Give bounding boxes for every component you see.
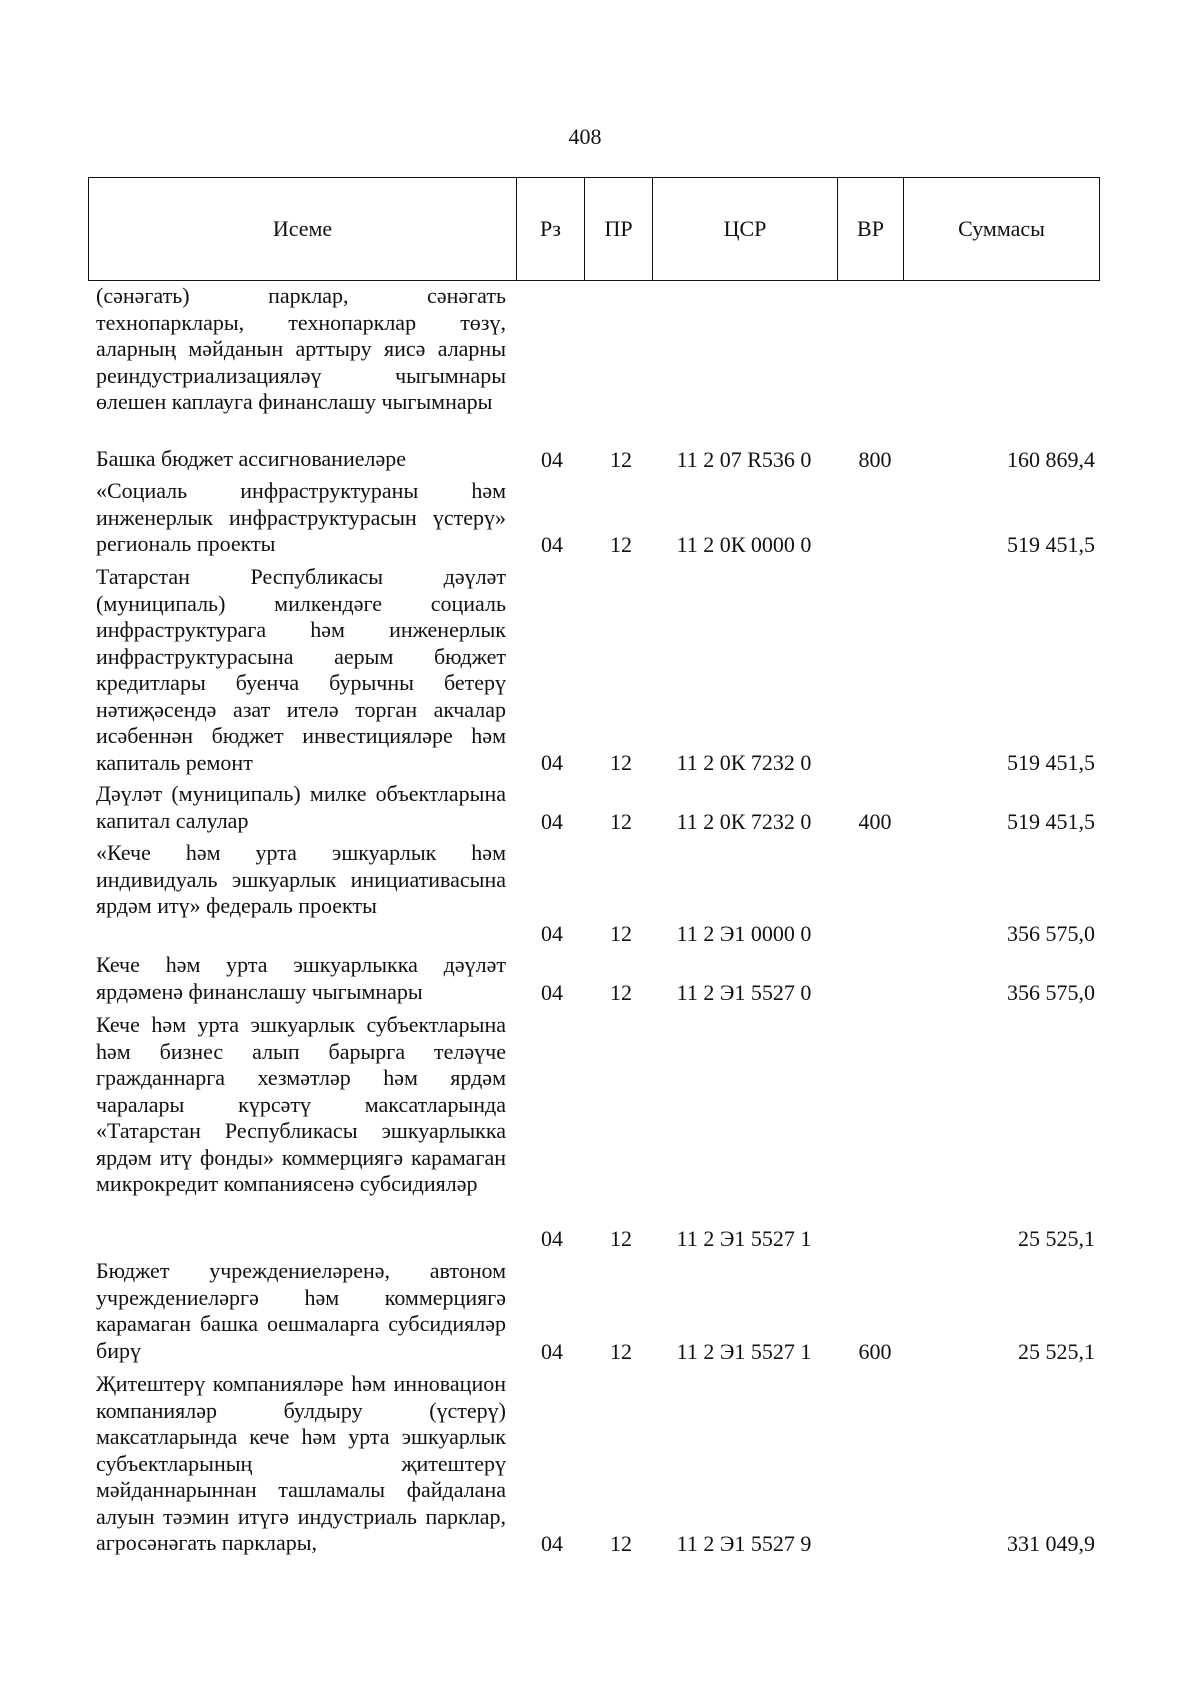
row-pr: 12 bbox=[610, 1530, 632, 1556]
row-rz: 04 bbox=[541, 1530, 563, 1556]
header-pr: ПР bbox=[585, 178, 653, 280]
row-pr: 12 bbox=[610, 749, 632, 775]
row-csr: 11 2 0К 7232 0 bbox=[676, 749, 812, 775]
row-name: Бюджет учреждениеләренә, автоном учреждениеләргә һәм коммерциягә карамаган башка оешмаларга субсидияләр бирү bbox=[96, 1258, 506, 1363]
table-row bbox=[0, 1258, 1200, 1365]
row-pr: 12 bbox=[610, 920, 632, 946]
row-csr: 11 2 Э1 5527 1 bbox=[676, 1225, 812, 1251]
row-name: Җитештерү компанияләре һәм инновацион компанияләр булдыру (үстерү) максатларында кече һәм урта эшкуарлык субъектларының җитештерү мәйданнарыннан ташламалы файдалана алуын тәэмин итүгә индустриаль парклар, агросәнәгать парклары, bbox=[96, 1371, 506, 1555]
table-row bbox=[0, 781, 1200, 835]
table-row bbox=[0, 478, 1200, 558]
row-name: Кече һәм урта эшкуарлыкка дәүләт ярдәменә финанслашу чыгымнары bbox=[96, 952, 506, 1004]
row-name: «Социаль инфраструктураны һәм инженерлык инфраструктурасын үстерү» региональ проекты bbox=[96, 478, 506, 556]
row-sum: 356 575,0 bbox=[1007, 920, 1095, 946]
row-vr: 600 bbox=[858, 1338, 892, 1364]
table-row bbox=[0, 1371, 1200, 1557]
row-vr: 400 bbox=[858, 808, 892, 834]
row-sum: 519 451,5 bbox=[1007, 808, 1095, 834]
row-pr: 12 bbox=[610, 446, 632, 472]
table-row bbox=[0, 283, 1200, 443]
row-rz: 04 bbox=[541, 531, 563, 557]
row-name: Кече һәм урта эшкуарлык субъектларына һәм бизнес алып барырга теләүче гражданнарга хезмәтләр һәм ярдәм чаралары күрсәтү максатларында «Татарстан Республикасы эшкуарлыкка ярдәм итү фонды» коммерциягә карамаган микрокредит компаниясенә субсидияләр bbox=[96, 1012, 506, 1196]
table-row bbox=[0, 446, 1200, 473]
row-pr: 12 bbox=[610, 808, 632, 834]
row-sum: 519 451,5 bbox=[1007, 531, 1095, 557]
row-csr: 11 2 0К 7232 0 bbox=[676, 808, 812, 834]
table-row bbox=[0, 840, 1200, 947]
row-pr: 12 bbox=[610, 979, 632, 1005]
row-name: Татарстан Республикасы дәүләт (муниципаль) милкендәге социаль инфраструктурага һәм инженерлык инфраструктурасына аерым бюджет кредитлары буенча бурычны бетерү нәтиҗәсендә азат ителә торган акчалар исәбеннән бюджет инвестицияләре һәм капиталь ремонт bbox=[96, 564, 506, 775]
row-csr: 11 2 07 R536 0 bbox=[676, 446, 812, 472]
row-name: Башка бюджет ассигнованиеләре bbox=[96, 446, 406, 471]
row-rz: 04 bbox=[541, 979, 563, 1005]
row-csr: 11 2 0К 0000 0 bbox=[676, 531, 812, 557]
row-rz: 04 bbox=[541, 920, 563, 946]
row-name: «Кече һәм урта эшкуарлык һәм индивидуаль эшкуарлык инициативасына ярдәм итү» федераль проекты bbox=[96, 840, 506, 918]
header-sum: Суммасы bbox=[958, 216, 1045, 241]
table-row bbox=[0, 564, 1200, 776]
table-row bbox=[0, 1012, 1200, 1252]
table-header bbox=[88, 177, 1100, 281]
row-sum: 519 451,5 bbox=[1007, 749, 1095, 775]
row-pr: 12 bbox=[610, 1338, 632, 1364]
row-name: (сәнәгать) парклар, сәнәгать технопарклары, технопарклар төзү, аларның мәйданын арттыру яисә аларны реиндустриализацияләү чыгымнары өлешен каплауга финанслашу чыгымнары bbox=[96, 283, 506, 414]
row-csr: 11 2 Э1 5527 0 bbox=[676, 979, 812, 1005]
row-csr: 11 2 Э1 0000 0 bbox=[676, 920, 812, 946]
header-vr: ВР bbox=[838, 178, 904, 280]
row-sum: 160 869,4 bbox=[1007, 446, 1095, 472]
row-vr: 800 bbox=[858, 446, 892, 472]
header-rz: Рз bbox=[517, 178, 585, 280]
row-sum: 356 575,0 bbox=[1007, 979, 1095, 1005]
header-name: Исеме bbox=[89, 178, 517, 280]
row-pr: 12 bbox=[610, 1225, 632, 1251]
row-pr: 12 bbox=[610, 531, 632, 557]
row-csr: 11 2 Э1 5527 1 bbox=[676, 1338, 812, 1364]
row-rz: 04 bbox=[541, 446, 563, 472]
header-csr: ЦСР bbox=[653, 178, 838, 280]
row-sum: 331 049,9 bbox=[1007, 1530, 1095, 1556]
row-rz: 04 bbox=[541, 749, 563, 775]
row-rz: 04 bbox=[541, 808, 563, 834]
table-row bbox=[0, 952, 1200, 1006]
page-number: 408 bbox=[568, 124, 602, 149]
row-name: Дәүләт (муниципаль) милке объектларына капитал салулар bbox=[96, 781, 506, 833]
row-csr: 11 2 Э1 5527 9 bbox=[676, 1530, 812, 1556]
row-sum: 25 525,1 bbox=[1018, 1225, 1095, 1251]
row-sum: 25 525,1 bbox=[1018, 1338, 1095, 1364]
row-rz: 04 bbox=[541, 1225, 563, 1251]
row-rz: 04 bbox=[541, 1338, 563, 1364]
